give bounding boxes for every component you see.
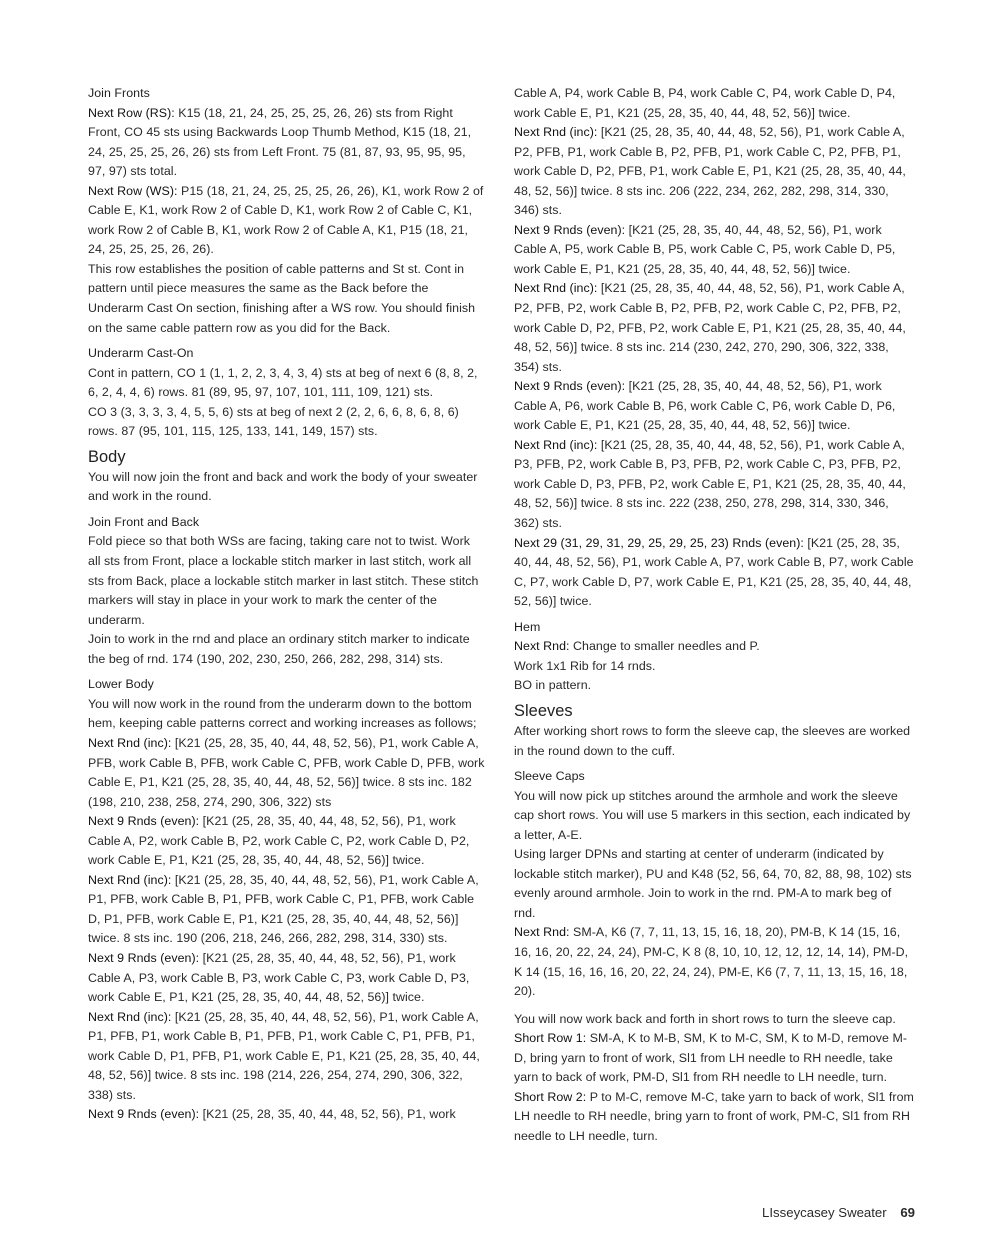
paragraph — [88, 182, 486, 260]
paragraph — [514, 534, 914, 612]
paragraph — [88, 734, 486, 812]
instruction-lead: Next Rnd (inc): — [88, 735, 172, 750]
paragraph: CO 3 (3, 3, 3, 3, 4, 5, 5, 6) sts at beg of next 2 (2, 2, 6, 6, 8, 6, 8, 6) rows. 87 (95, 101, 115, 125, 133, 141, 149, 157) sts. — [88, 404, 459, 439]
instruction-lead: Next Rnd (inc): — [514, 437, 598, 452]
instruction-text: [K21 (25, 28, 35, 40, 44, 48, 52, 56), P1, work Cable A, P2, PFB, P2, work Cable B, P2, PFB, P2, work Cable C, P2, PFB, P2, work Cable D, P2, PFB, P2, work Cable E, P1, K21 (25, 28, 35, 40, 44, 48, 52, 56)] twice. 8 sts inc. 214 (230, 242, 270, 290, 306, 322, 338, 354) sts. — [514, 281, 906, 374]
section-heading: Body — [88, 447, 126, 466]
paragraph: You will now join the front and back and work the body of your sweater and work in the round. — [88, 469, 478, 504]
instruction-lead: Next Rnd (inc): — [88, 1009, 172, 1024]
instruction-text: Change to smaller needles and P. — [569, 639, 760, 654]
paragraph: Cable A, P4, work Cable B, P4, work Cable C, P4, work Cable D, P4, work Cable E, P1, K21 (25, 28, 35, 40, 44, 48, 52, 56)] twice. — [514, 86, 896, 120]
instruction-lead: Next Row (RS): — [88, 105, 175, 120]
paragraph: You will now pick up stitches around the armhole and work the sleeve cap short rows. You will use 5 markers in this section, each indicated by a letter, A-E. — [514, 788, 911, 842]
paragraph — [88, 1008, 486, 1106]
paragraph: Fold piece so that both WSs are facing, taking care not to twist. Work all sts from Front, place a lockable stitch marker in last stitch, work all sts from Back, place a lockable stitch marker in last stitch. These stitch markers will stay in place in your work to mark the center of the underarm. — [88, 534, 479, 627]
paragraph — [514, 1088, 914, 1147]
instruction-text: K15 (18, 21, 24, 25, 25, 25, 26, 26) sts from Right Front, CO 45 sts using Backwards Loop Thumb Method, K15 (18, 21, 24, 25, 25, 25, 26, 26) sts from Left Front. 75 (81, 87, 93, 95, 95, 95, 97, 97) sts total. — [88, 105, 472, 179]
instruction-text: SM-A, K6 (7, 7, 11, 13, 15, 16, 18, 20), PM-B, K 14 (15, 16, 16, 16, 20, 22, 24, 24), PM-C, K 8 (8, 10, 10, 12, 12, 12, 14, 14), PM-D, K 14 (15, 16, 16, 16, 20, 22, 24, 24), PM-E, K6 (7, 7, 11, 13, 15, 16, 18, 20). — [514, 925, 909, 999]
paragraph: You will now work in the round from the underarm down to the bottom hem, keeping cable patterns correct and working increases as follows; — [88, 696, 477, 731]
instruction-text: P to M-C, remove M-C, take yarn to back of work, Sl1 from LH needle to RH needle, bring yarn to front of work, PM-C, Sl1 from RH needle to LH needle, turn. — [514, 1089, 914, 1143]
paragraph — [88, 812, 486, 871]
section-heading: Sleeves — [514, 701, 573, 720]
instruction-text: [K21 (25, 28, 35, 40, 44, 48, 52, 56), P1, work Cable A, PFB, work Cable B, PFB, work Cable C, PFB, work Cable D, PFB, work Cable E, P1, K21 (25, 28, 35, 40, 44, 48, 52, 56)] twice. 8 sts inc. 182 (198, 210, 238, 258, 274, 290, 306, 322) sts — [88, 735, 485, 809]
paragraph — [514, 436, 914, 534]
right-column — [514, 84, 914, 1146]
instruction-lead: Next Rnd (inc): — [514, 125, 598, 140]
paragraph — [88, 1105, 486, 1125]
instruction-lead: Next 9 Rnds (even): — [88, 1107, 200, 1122]
paragraph: Cont in pattern, CO 1 (1, 1, 2, 2, 3, 4, 3, 4) sts at beg of next 6 (8, 8, 2, 6, 2, 4, 4, 6) rows. 81 (89, 95, 97, 107, 101, 111, 109, 121) sts. — [88, 365, 478, 400]
instruction-lead: Next 9 Rnds (even): — [514, 379, 626, 394]
paragraph — [88, 949, 486, 1008]
instruction-text: [K21 (25, 28, 35, 40, 44, 48, 52, 56), P1, work Cable A, P2, PFB, P1, work Cable B, P2, PFB, P1, work Cable C, P2, PFB, P1, work Cable D, P2, PFB, P1, work Cable E, P1, K21 (25, 28, 35, 40, 44, 48, 52, 56)] twice. 8 sts inc. 206 (222, 234, 262, 282, 298, 314, 330, 346) sts. — [514, 125, 906, 218]
paragraph — [514, 637, 914, 657]
instruction-lead: Next Row (WS): — [88, 183, 178, 198]
instruction-text: SM-A, K to M-B, SM, K to M-C, SM, K to M-D, remove M-D, bring yarn to front of work, Sl1 from LH needle to RH needle, take yarn to back of work, PM-D, Sl1 from RH needle to LH needle, turn. — [514, 1031, 907, 1085]
instruction-text: [K21 (25, 28, 35, 40, 44, 48, 52, 56), P1, work Cable A, P3, work Cable B, P3, work Cable C, P3, work Cable D, P3, work Cable E, P1, K21 (25, 28, 35, 40, 44, 48, 52, 56)] twice. — [88, 950, 470, 1005]
instruction-lead: Next Rnd (inc): — [88, 872, 172, 887]
instruction-text: [K21 (25, 28, 35, 40, 44, 48, 52, 56), P1, work Cable A, P3, PFB, P2, work Cable B, P3, PFB, P2, work Cable C, P3, PFB, P2, work Cable D, P3, PFB, P2, work Cable E, P1, K21 (25, 28, 35, 40, 44, 48, 52, 56)] twice. 8 sts inc. 222 (238, 250, 278, 298, 314, 330, 346, 362) sts. — [514, 437, 906, 531]
instruction-lead: Next 29 (31, 29, 31, 29, 25, 29, 25, 23) Rnds (even): — [514, 535, 804, 550]
paragraph — [514, 1029, 914, 1088]
paragraph — [514, 923, 914, 1001]
subsection-heading: Sleeve Caps — [514, 769, 585, 784]
instruction-text: [K21 (25, 28, 35, 40, 44, 48, 52, 56), P1, work Cable A, P2, work Cable B, P2, work Cable C, P2, work Cable D, P2, work Cable E, P1, K21 (25, 28, 35, 40, 44, 48, 52, 56)] twice. — [88, 814, 470, 868]
instruction-text: [K21 (25, 28, 35, 40, 44, 48, 52, 56), P1, work Cable A, P5, work Cable B, P5, work Cable C, P5, work Cable D, P5, work Cable E, P1, K21 (25, 28, 35, 40, 44, 48, 52, 56)] twice. — [514, 222, 896, 276]
paragraph — [514, 377, 914, 436]
left-column — [88, 84, 486, 1125]
page-footer — [762, 1205, 915, 1220]
subsection-heading: Underarm Cast-On — [88, 346, 194, 361]
paragraph — [514, 123, 914, 221]
paragraph — [514, 279, 914, 377]
paragraph — [88, 104, 486, 182]
paragraph — [514, 221, 914, 280]
instruction-lead: Next 9 Rnds (even): — [88, 814, 200, 829]
paragraph: Work 1x1 Rib for 14 rnds. — [514, 658, 656, 673]
page-number: 69 — [900, 1205, 915, 1220]
instruction-text: P15 (18, 21, 24, 25, 25, 25, 26, 26), K1, work Row 2 of Cable E, K1, work Row 2 of Cable D, K1, work Row 2 of Cable C, K1, work Row 2 of Cable B, K1, work Row 2 of Cable A, K1, P15 (18, 21, 24, 25, 25, 25, 26, 26). — [88, 183, 484, 257]
paragraph: You will now work back and forth in short rows to turn the sleeve cap. — [514, 1011, 896, 1026]
instruction-lead: Next Rnd: — [514, 639, 570, 654]
paragraph: After working short rows to form the sleeve cap, the sleeves are worked in the round down to the cuff. — [514, 723, 911, 758]
instruction-lead: Next Rnd (inc): — [514, 281, 598, 296]
instruction-lead: Next 9 Rnds (even): — [514, 222, 626, 237]
instruction-lead: Short Row 1: — [514, 1031, 587, 1046]
paragraph: Join to work in the rnd and place an ordinary stitch marker to indicate the beg of rnd. 174 (190, 202, 230, 250, 266, 282, 298, 314) sts. — [88, 632, 470, 666]
paragraph: This row establishes the position of cable patterns and St st. Cont in pattern until piece measures the same as the Back before the Underarm Cast On section, finishing after a WS row. You should finish on the same cable pattern row as you did for the Back. — [88, 261, 476, 335]
paragraph: BO in pattern. — [514, 678, 592, 693]
instruction-lead: Short Row 2: — [514, 1089, 587, 1104]
subsection-heading: Hem — [514, 619, 541, 634]
subsection-heading: Join Front and Back — [88, 514, 200, 529]
instruction-text: [K21 (25, 28, 35, 40, 44, 48, 52, 56), P1, work Cable A, P1, PFB, P1, work Cable B, P1, PFB, P1, work Cable C, P1, PFB, P1, work Cable D, P1, PFB, P1, work Cable E, P1, K21 (25, 28, 35, 40, 44, 48, 52, 56)] twice. 8 sts inc. 198 (214, 226, 254, 274, 290, 306, 322, 338) sts. — [88, 1009, 480, 1102]
instruction-text: [K21 (25, 28, 35, 40, 44, 48, 52, 56), P1, work — [199, 1107, 456, 1122]
instruction-lead: Next Rnd: — [514, 925, 570, 940]
instruction-text: [K21 (25, 28, 35, 40, 44, 48, 52, 56), P1, work Cable A, P7, work Cable B, P7, work Cable C, P7, work Cable D, P7, work Cable E, P1, K21 (25, 28, 35, 40, 44, 48, 52, 56)] twice. — [514, 535, 914, 609]
subsection-heading: Join Fronts — [88, 86, 150, 100]
instruction-text: [K21 (25, 28, 35, 40, 44, 48, 52, 56), P1, work Cable A, P6, work Cable B, P6, work Cable C, P6, work Cable D, P6, work Cable E, P1, K21 (25, 28, 35, 40, 44, 48, 52, 56)] twice. — [514, 379, 896, 433]
instruction-text: [K21 (25, 28, 35, 40, 44, 48, 52, 56), P1, work Cable A, P1, PFB, work Cable B, P1, PFB, work Cable C, P1, PFB, work Cable D, P1, PFB, work Cable E, P1, K21 (25, 28, 35, 40, 44, 48, 52, 56)] twice. 8 sts inc. 190 (206, 218, 246, 266, 282, 298, 314, 330) sts. — [88, 872, 479, 946]
footer-title: LIsseycasey Sweater — [762, 1205, 887, 1220]
paragraph — [88, 871, 486, 949]
instruction-lead: Next 9 Rnds (even): — [88, 950, 200, 965]
paragraph: Using larger DPNs and starting at center of underarm (indicated by lockable stitch marker), PU and K48 (52, 56, 64, 70, 82, 88, 98, 102) sts evenly around armhole. Join to work in the rnd. PM-A to mark beg of rnd. — [514, 847, 912, 920]
subsection-heading: Lower Body — [88, 677, 154, 692]
